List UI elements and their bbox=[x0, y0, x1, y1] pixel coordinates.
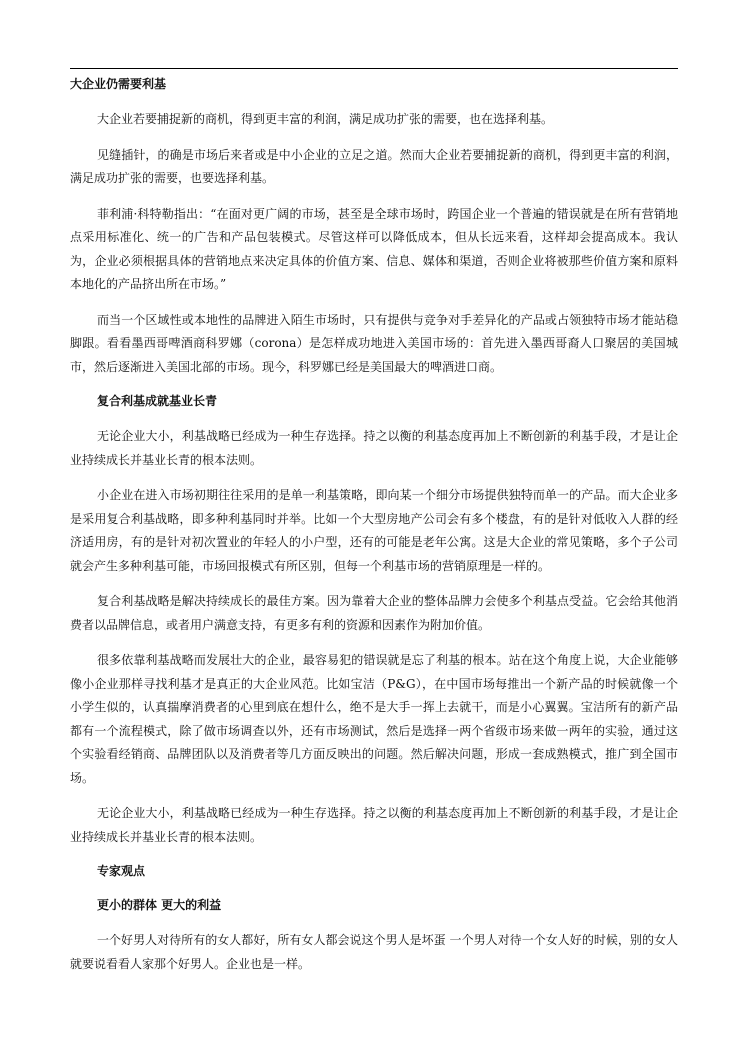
paragraph: 而当一个区域性或本地性的品牌进入陌生市场时，只有提供与竞争对手差异化的产品或占领独特市场才能站稳脚跟。看看墨西哥啤酒商科罗娜（corona）是怎样成功地进入美国市场的：首先进入墨西哥裔人口聚居的美国城市，然后逐渐进入美国北部的市场。现今，科罗娜已经是美国最大的啤酒进口商。 bbox=[70, 312, 678, 374]
section-heading-expert-view: 专家观点 bbox=[97, 864, 146, 878]
paragraph: 一个好男人对待所有的女人都好，所有女人都会说这个男人是坏蛋 一个男人对待一个女人好的时候，别的女人就要说看看人家那个好男人。企业也是一样。 bbox=[70, 933, 678, 971]
paragraph: 复合利基战略是解决持续成长的最佳方案。因为靠着大企业的整体品牌力会使多个利基点受益。它会给其他消费者以品牌信息，或者用户满意支持，有更多有利的资源和因素作为附加价值。 bbox=[70, 594, 678, 632]
paragraph: 大企业若要捕捉新的商机，得到更丰富的利润，满足成功扩张的需要，也在选择利基。 bbox=[97, 112, 554, 126]
document-body bbox=[70, 72, 678, 988]
paragraph: 很多依靠利基战略而发展壮大的企业，最容易犯的错误就是忘了利基的根本。站在这个角度上说，大企业能够像小企业那样寻找利基才是真正的大企业风范。比如宝洁（P&G），在中国市场每推出一个新产品的时候就像一个小学生似的，认真揣摩消费者的心里到底在想什么，绝不是大手一挥上去就干，而是小心翼翼。宝洁所有的新产品都有一个流程模式，除了做市场调查以外，还有市场测试，然后是选择一两个省级市场来做一两年的实验，通过这个实验看经销商、品牌团队以及消费者等几方面反映出的问题。然后解决问题，形成一套成熟模式，推广到全国市场。 bbox=[70, 653, 678, 785]
header-rule bbox=[70, 68, 678, 69]
paragraph: 无论企业大小，利基战略已经成为一种生存选择。持之以衡的利基态度再加上不断创新的利基手段，才是让企业持续成长并基业长青的根本法则。 bbox=[70, 806, 678, 844]
paragraph: 见缝插针，的确是市场后来者或是中小企业的立足之道。然而大企业若要捕捉新的商机，得到更丰富的利润，满足成功扩张的需要，也要选择利基。 bbox=[70, 147, 678, 185]
section-heading-smaller-group: 更小的群体 更大的利益 bbox=[97, 898, 222, 912]
paragraph: 无论企业大小，利基战略已经成为一种生存选择。持之以衡的利基态度再加上不断创新的利基手段，才是让企业持续成长并基业长青的根本法则。 bbox=[70, 429, 678, 467]
section-heading-compound-niche: 复合利基成就基业长青 bbox=[97, 394, 218, 408]
paragraph: 小企业在进入市场初期往往采用的是单一利基策略，即向某一个细分市场提供独特而单一的产品。而大企业多是采用复合利基战略，即多种利基同时并举。比如一个大型房地产公司会有多个楼盘，有的是针对低收入人群的经济适用房，有的是针对初次置业的年轻人的小户型，还有的可能是老年公寓。这是大企业的常见策略，多个子公司就会产生多种利基可能，市场回报模式有所区别，但每一个利基市场的营销原理是一样的。 bbox=[70, 488, 678, 573]
section-heading-large-enterprise-niche: 大企业仍需要利基 bbox=[70, 77, 167, 91]
paragraph: 菲利浦·科特勒指出：“在面对更广阔的市场，甚至是全球市场时，跨国企业一个普遍的错误就是在所有营销地点采用标准化、统一的广告和产品包装模式。尽管这样可以降低成本，但从长远来看，这样却会提高成本。我认为，企业必须根据具体的营销地点来决定具体的价值方案、信息、媒体和渠道，否则企业将被那些价值方案和原料本地化的产品挤出所在市场。” bbox=[70, 206, 678, 291]
